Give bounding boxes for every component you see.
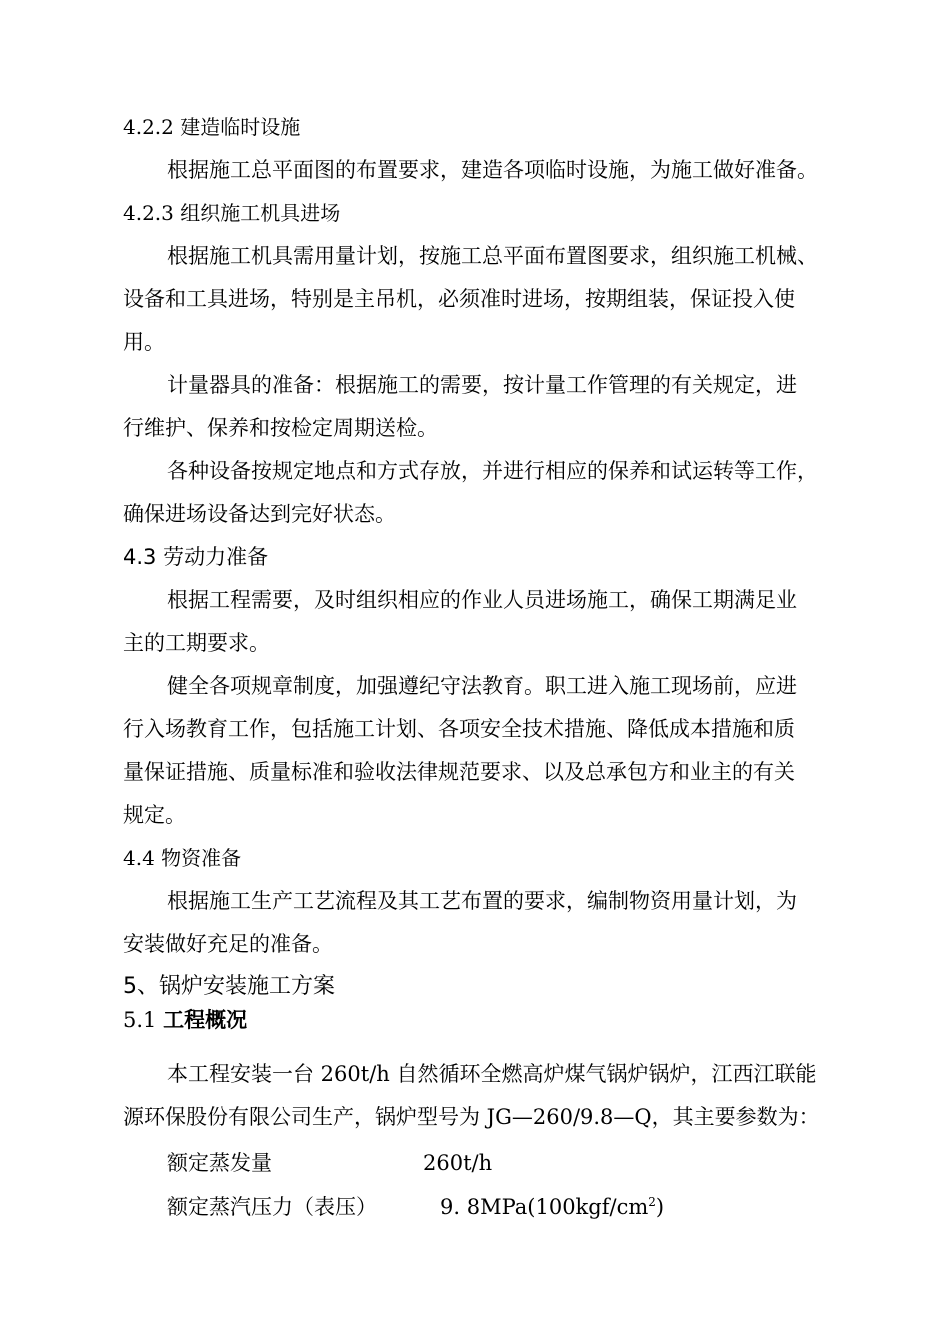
paragraph-line: 根据施工生产工艺流程及其工艺布置的要求，编制物资用量计划，为 [167, 889, 797, 913]
paragraph-line: 行维护、保养和按检定周期送检。 [123, 416, 438, 440]
paragraph-line: 根据施工总平面图的布置要求，建造各项临时设施，为施工做好准备。 [167, 158, 818, 182]
paragraph-line: 用。 [123, 330, 165, 354]
param-value-superscript: 2 [648, 1195, 656, 1209]
heading-5-1-number: 5.1 [123, 1008, 157, 1032]
paragraph-line: 行入场教育工作，包括施工计划、各项安全技术措施、降低成本措施和质 [123, 717, 795, 741]
paragraph-line: 健全各项规章制度，加强遵纪守法教育。职工进入施工现场前，应进 [167, 674, 797, 698]
paragraph-line: 根据工程需要，及时组织相应的作业人员进场施工，确保工期满足业 [167, 588, 797, 612]
paragraph-line: 根据施工机具需用量计划，按施工总平面布置图要求，组织施工机械、 [167, 244, 818, 268]
param-value-rated-evaporation: 260t/h [423, 1151, 493, 1175]
heading-5-1-title: 工程概况 [163, 1008, 248, 1032]
param-label-rated-evaporation: 额定蒸发量 [167, 1151, 272, 1175]
paragraph-line: 计量器具的准备：根据施工的需要，按计量工作管理的有关规定，进 [167, 373, 797, 397]
param-value-tail: ) [655, 1195, 665, 1219]
paragraph-line: 设备和工具进场，特别是主吊机，必须准时进场，按期组装，保证投入使 [123, 287, 795, 311]
heading-5: 5、锅炉安装施工方案 [123, 974, 335, 999]
heading-4-3: 4.3 劳动力准备 [123, 545, 269, 569]
param-value-rated-pressure [440, 1192, 664, 1222]
paragraph-line: 量保证措施、质量标准和验收法律规范要求、以及总承包方和业主的有关 [123, 760, 795, 784]
paragraph-line: 本工程安装一台 260t/h 自然循环全燃高炉煤气锅炉锅炉，江西江联能 [167, 1062, 817, 1086]
param-label-rated-pressure: 额定蒸汽压力（表压） [167, 1195, 377, 1219]
heading-5-1 [123, 1005, 247, 1035]
paragraph-line: 各种设备按规定地点和方式存放，并进行相应的保养和试运转等工作， [167, 459, 818, 483]
paragraph-line: 源环保股份有限公司生产，锅炉型号为 JG—260/9.8—Q，其主要参数为： [123, 1105, 820, 1129]
paragraph-line: 确保进场设备达到完好状态。 [123, 502, 396, 526]
heading-4-2-2: 4.2.2 建造临时设施 [123, 115, 301, 139]
heading-4-2-3: 4.2.3 组织施工机具进场 [123, 201, 341, 225]
paragraph-line: 规定。 [123, 803, 186, 827]
heading-4-4: 4.4 物资准备 [123, 846, 242, 870]
paragraph-line: 主的工期要求。 [123, 631, 270, 655]
param-value-main: 9. 8MPa(100kgf/cm [440, 1195, 649, 1219]
paragraph-line: 安装做好充足的准备。 [123, 932, 333, 956]
